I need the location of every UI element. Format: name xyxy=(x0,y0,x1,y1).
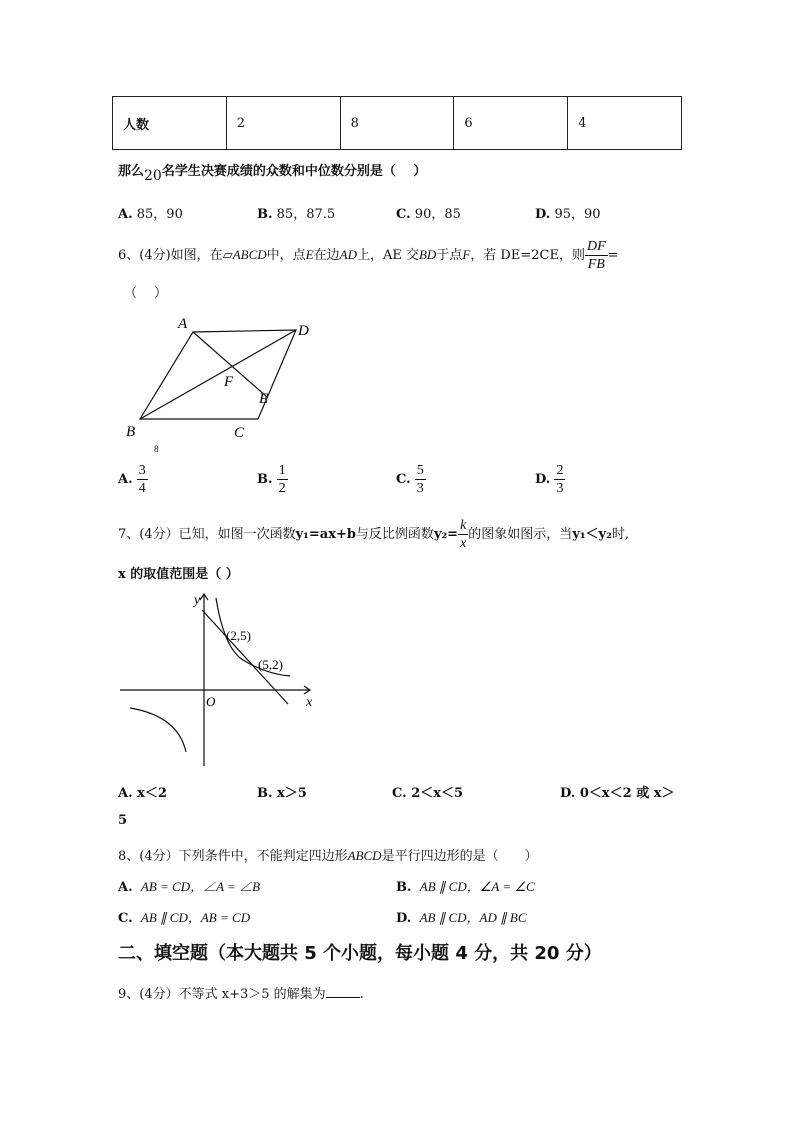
label-mark: 8 xyxy=(154,444,159,452)
q7-option-d xyxy=(560,782,675,801)
q8-option-c xyxy=(118,907,250,926)
q7-stem xyxy=(118,517,629,553)
q6-stem-part: ，若 DE=2CE，则 xyxy=(470,248,585,263)
option-letter: B. xyxy=(257,472,273,487)
label-c: C xyxy=(234,425,245,441)
label-d: D xyxy=(298,323,309,339)
option-letter: A. xyxy=(118,786,133,801)
label-y: y xyxy=(194,593,201,608)
q9-period: . xyxy=(359,987,364,1002)
table-cell: 8 xyxy=(340,97,454,150)
option-fraction xyxy=(415,462,426,497)
option-fraction xyxy=(554,462,565,497)
q7-option-a xyxy=(118,782,167,801)
q6-stem-part: 于点 xyxy=(436,248,463,263)
q8-option-b xyxy=(396,876,535,895)
q6-f: F xyxy=(462,247,471,262)
label-a: A xyxy=(178,316,188,332)
q8-stem-part: 8、(4分）下列条件中，不能判定四边形 xyxy=(118,849,348,864)
fraction-denominator: x xyxy=(460,536,467,551)
table-cell: 4 xyxy=(568,97,682,150)
table-header-cell: 人数 xyxy=(113,97,227,150)
q6-option-d xyxy=(535,462,565,497)
option-text: 2＜x＜5 xyxy=(411,786,464,801)
label-point-2-5: (2,5) xyxy=(226,628,251,643)
option-letter: C. xyxy=(396,207,411,222)
option-text: AB = CD，∠A = ∠B xyxy=(140,879,261,894)
q6-stem-part: 在边 xyxy=(313,248,340,263)
q8-option-d xyxy=(396,907,527,926)
option-text: 90，85 xyxy=(414,207,461,222)
option-letter: D. xyxy=(560,786,576,801)
score-table xyxy=(112,96,682,150)
q7-stem-part: 7、(4分）已知，如图一次函数 xyxy=(118,527,296,542)
option-letter: D. xyxy=(535,207,551,222)
option-text: AB ∥ CD，AD ∥ BC xyxy=(419,910,527,925)
q5-stem-num: 20 xyxy=(144,168,162,184)
q6-stem-part: 6、(4分)如图，在 xyxy=(118,248,223,263)
label-b: B xyxy=(126,424,136,440)
q6-stem-part: 上，AE 交 xyxy=(356,248,419,263)
label-x: x xyxy=(306,695,313,710)
q6-ad: AD xyxy=(339,247,357,262)
option-letter: A. xyxy=(118,472,133,487)
option-letter: C. xyxy=(392,786,407,801)
fraction-denominator: 3 xyxy=(556,481,564,496)
label-point-5-2: (5,2) xyxy=(258,657,283,672)
fraction-numerator: 1 xyxy=(278,463,286,478)
option-letter: D. xyxy=(535,472,551,487)
q5-option-c xyxy=(396,203,461,222)
option-letter: C. xyxy=(396,472,411,487)
q6-parallelogram-figure xyxy=(118,312,328,452)
hyperbola-branch-third-quadrant xyxy=(130,708,186,752)
q5-option-b xyxy=(257,203,335,222)
answer-blank[interactable] xyxy=(326,985,360,998)
option-text: 85，87.5 xyxy=(276,207,336,222)
q5-stem xyxy=(118,160,427,184)
q7-option-c xyxy=(392,782,463,801)
q6-bd: BD xyxy=(418,247,437,262)
table-cell: 6 xyxy=(454,97,568,150)
fraction-numerator: 3 xyxy=(138,463,146,478)
fraction-numerator: k xyxy=(460,518,467,533)
q8-abcd: ABCD xyxy=(347,848,382,863)
q7-condition: y₁＜y₂ xyxy=(572,527,612,542)
q5-option-a xyxy=(118,203,183,222)
table-row xyxy=(113,97,682,150)
q9-stem-text: 9、(4分）不等式 x+3＞5 的解集为 xyxy=(118,987,326,1002)
q7-stem-part: 的图象如图示，当 xyxy=(468,527,573,542)
option-text: 0＜x＜2 或 x＞ xyxy=(579,786,675,801)
q9-stem xyxy=(118,983,364,1002)
q6-equals: = xyxy=(607,248,619,263)
table-cell: 2 xyxy=(226,97,340,150)
label-origin: O xyxy=(206,694,216,709)
q7-option-d-overflow: 5 xyxy=(118,813,128,828)
q6-e: E xyxy=(305,247,314,262)
q7-k-over-x xyxy=(458,517,468,552)
option-text: AB ∥ CD，∠A = ∠C xyxy=(419,879,535,894)
option-text: x＞5 xyxy=(277,786,307,801)
q7-stem-part: 与反比例函数 xyxy=(355,527,434,542)
fraction-denominator: FB xyxy=(587,257,605,272)
q7-stem-part: 时, xyxy=(611,527,629,542)
option-fraction xyxy=(277,462,288,497)
q7-function-graph xyxy=(118,588,323,770)
option-letter: A. xyxy=(118,207,133,222)
option-letter: B. xyxy=(396,880,412,895)
option-letter: D. xyxy=(396,911,412,926)
q7-question-line: x 的取值范围是（ ） xyxy=(118,567,239,582)
fraction-numerator: 2 xyxy=(556,463,564,478)
option-text: 95，90 xyxy=(554,207,601,222)
parallelogram-symbol: ▱ xyxy=(222,248,233,263)
q6-option-c xyxy=(396,462,426,497)
q8-stem-part: 是平行四边形的是（ ） xyxy=(381,849,538,864)
section-heading: 二、填空题（本大题共 5 个小题，每小题 4 分，共 20 分） xyxy=(118,943,602,964)
option-letter: C. xyxy=(118,911,133,926)
fraction-numerator: DF xyxy=(586,239,606,254)
fraction-denominator: 3 xyxy=(416,481,424,496)
label-e: E xyxy=(259,391,269,407)
fraction-numerator: 5 xyxy=(416,463,424,478)
q5-stem-post: 名学生决赛成绩的众数和中位数分别是（ ） xyxy=(161,164,427,179)
q6-option-a xyxy=(118,462,148,497)
fraction-denominator: 4 xyxy=(138,481,146,496)
fraction-denominator: 2 xyxy=(278,481,286,496)
q6-option-b xyxy=(257,462,288,497)
q6-answer-paren: （ ） xyxy=(124,286,168,301)
q5-stem-pre: 那么 xyxy=(118,164,145,179)
option-text: AB ∥ CD，AB = CD xyxy=(140,910,251,925)
q6-stem-part: 中，点 xyxy=(266,248,306,263)
option-letter: A. xyxy=(118,880,133,895)
q8-stem xyxy=(118,845,538,864)
option-letter: B. xyxy=(257,207,273,222)
q5-option-d xyxy=(535,203,601,222)
q8-option-a xyxy=(118,876,260,895)
q7-inverse-function: y₂= xyxy=(433,527,459,542)
option-text: x＜2 xyxy=(137,786,167,801)
q6-stem xyxy=(118,238,619,273)
q7-linear-function: y₁=ax+b xyxy=(295,527,356,542)
diagonal-bd xyxy=(140,330,296,419)
q6-abcd: ABCD xyxy=(232,247,267,262)
option-text: 85，90 xyxy=(136,207,183,222)
q7-option-b xyxy=(257,782,307,801)
label-f: F xyxy=(224,374,234,390)
option-letter: B. xyxy=(257,786,273,801)
option-fraction xyxy=(137,462,148,497)
q6-ratio-fraction xyxy=(585,238,608,273)
